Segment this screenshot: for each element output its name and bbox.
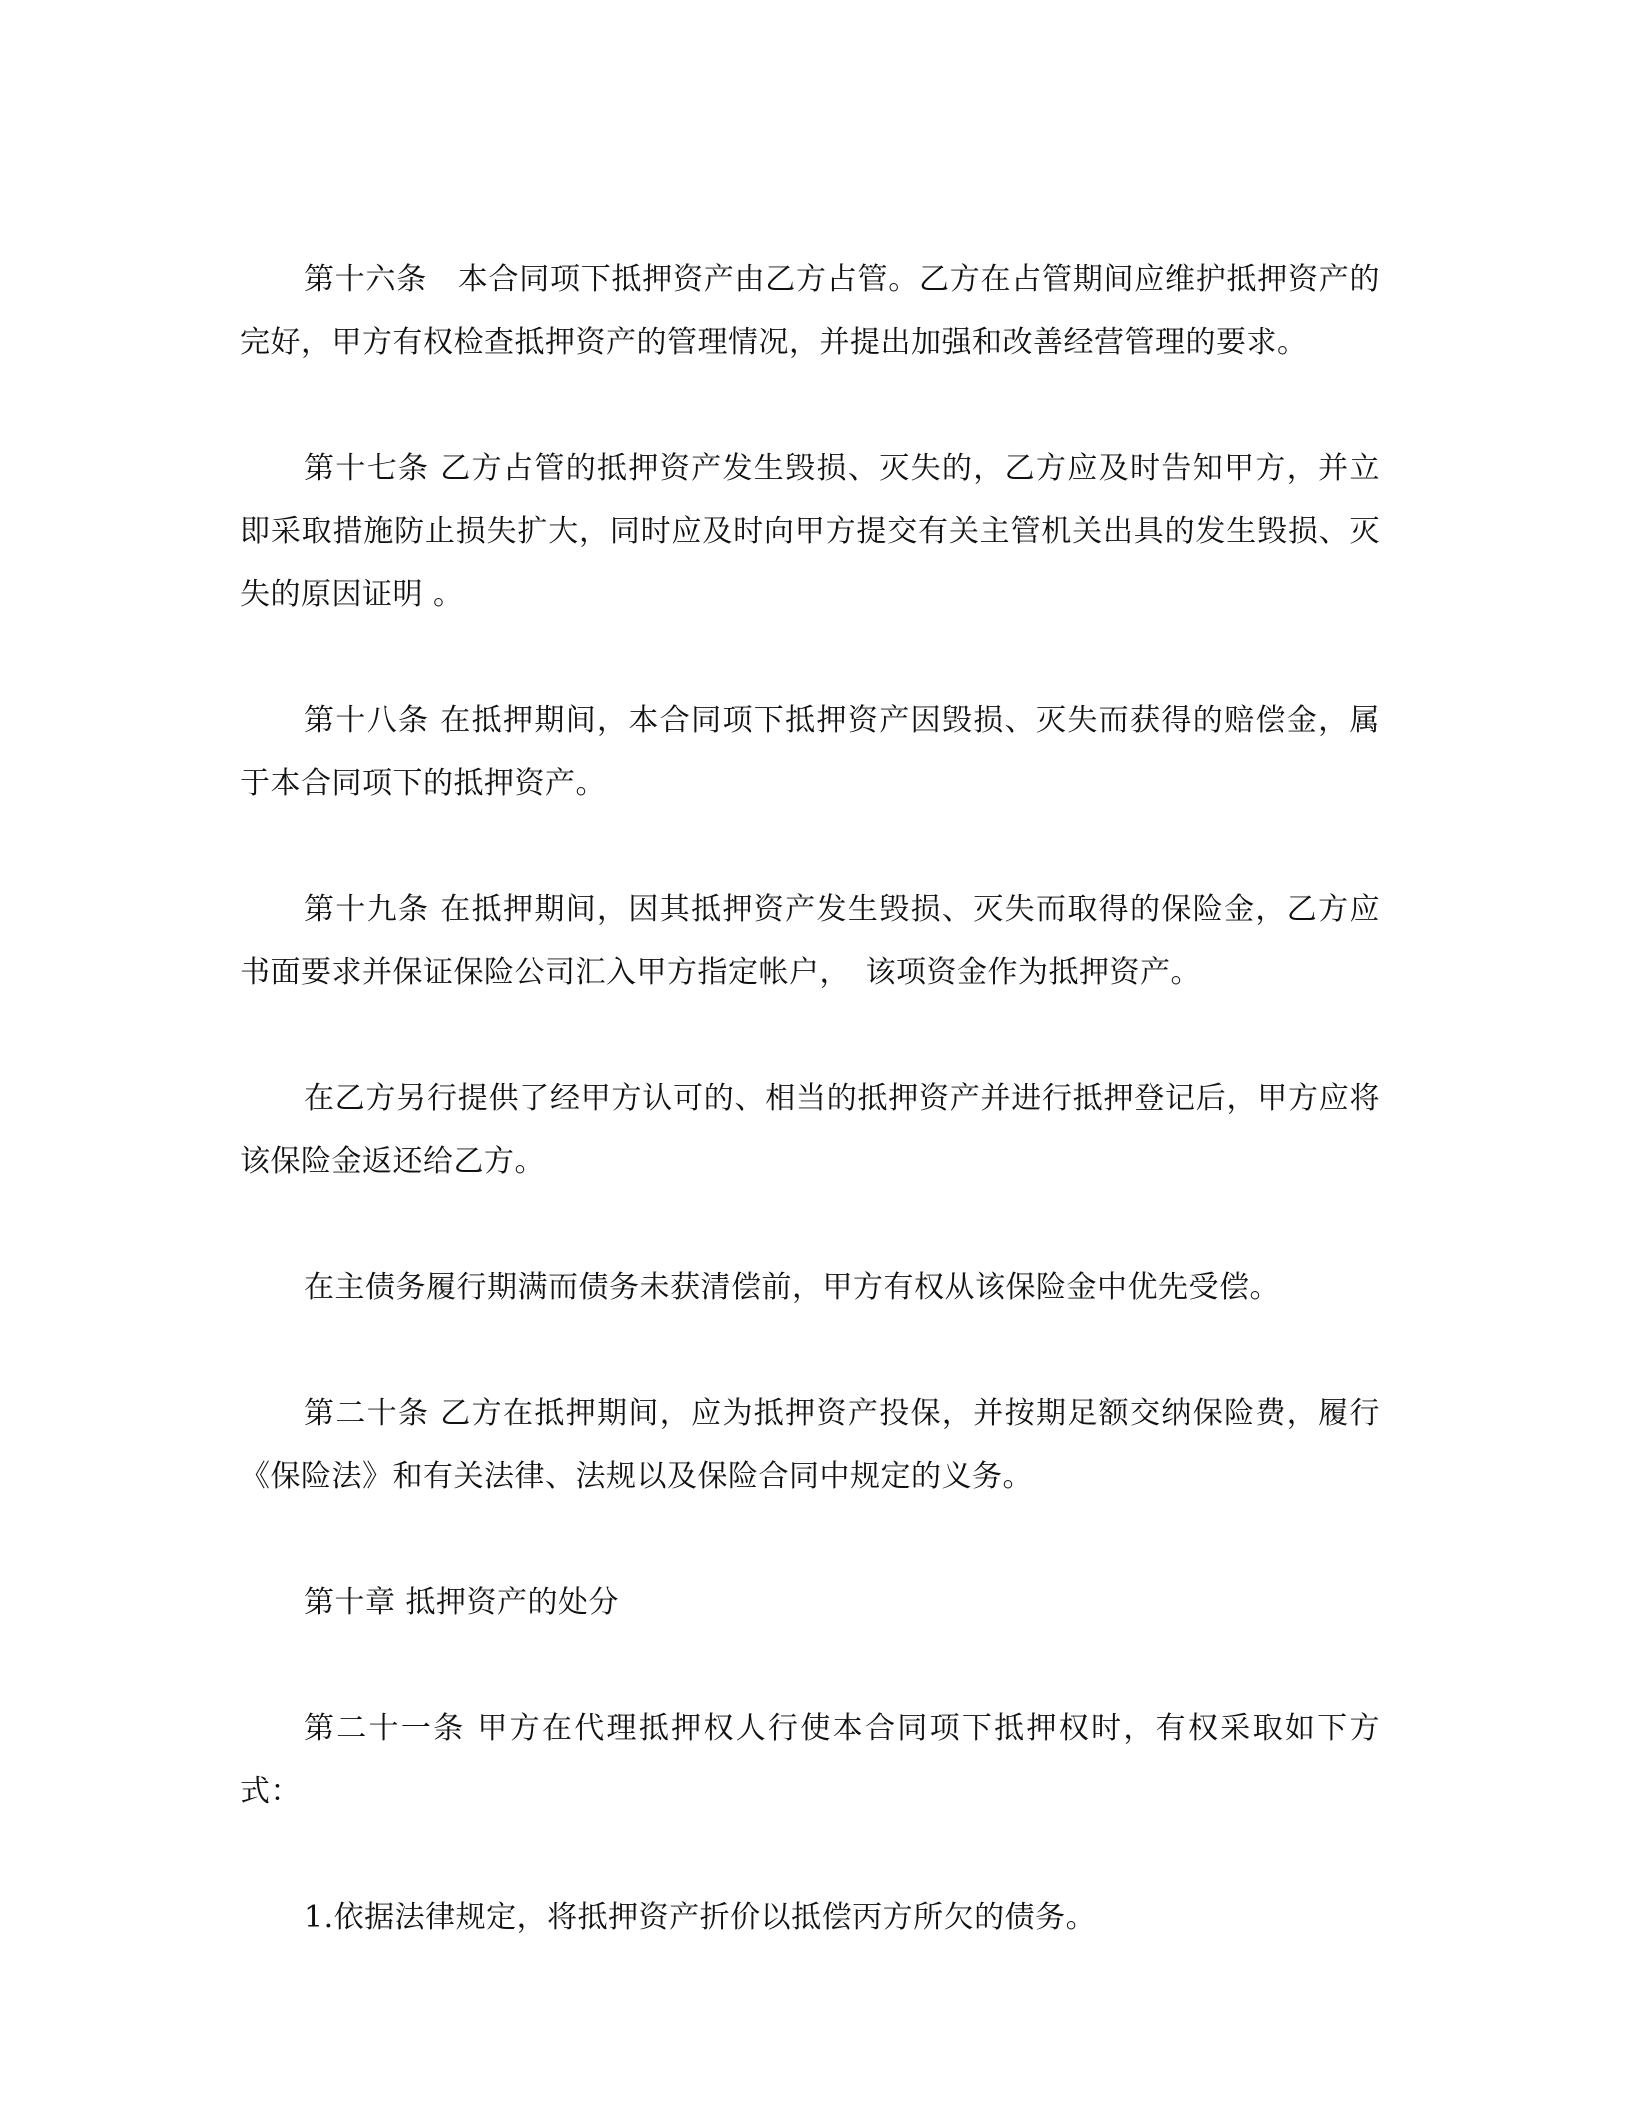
paragraph-insurance-return: 在乙方另行提供了经甲方认可的、相当的抵押资产并进行抵押登记后，甲方应将该保险金返还给乙方。 — [240, 1081, 1380, 1179]
paragraph-article-16: 第十六条 本合同项下抵押资产由乙方占管。乙方在占管期间应维护抵押资产的完好，甲方有权检查抵押资产的管理情况，并提出加强和改善经营管理的要求。 — [240, 262, 1380, 360]
paragraph-article-20: 第二十条 乙方在抵押期间，应为抵押资产投保，并按期足额交纳保险费，履行《保险法》和有关法律、法规以及保险合同中规定的义务。 — [240, 1396, 1380, 1494]
paragraph-article-18: 第十八条 在抵押期间，本合同项下抵押资产因毁损、灭失而获得的赔偿金，属于本合同项下的抵押资产。 — [240, 703, 1380, 801]
document-body — [240, 248, 1380, 2012]
chapter-heading: 第十章 抵押资产的处分 — [304, 1585, 620, 1620]
list-item-1: 1.依据法律规定，将抵押资产折价以抵偿丙方所欠的债务。 — [304, 1900, 1097, 1935]
paragraph-article-21: 第二十一条 甲方在代理抵押权人行使本合同项下抵押权时，有权采取如下方式： — [240, 1711, 1380, 1809]
paragraph-article-19: 第十九条 在抵押期间，因其抵押资产发生毁损、灭失而取得的保险金，乙方应书面要求并保证保险公司汇入甲方指定帐户， 该项资金作为抵押资产。 — [240, 892, 1380, 990]
paragraph-priority-payment: 在主债务履行期满而债务未获清偿前，甲方有权从该保险金中优先受偿。 — [304, 1270, 1280, 1305]
paragraph-article-17: 第十七条 乙方占管的抵押资产发生毁损、灭失的，乙方应及时告知甲方，并立即采取措施防止损失扩大，同时应及时向甲方提交有关主管机关出具的发生毁损、灭失的原因证明 。 — [240, 451, 1380, 612]
